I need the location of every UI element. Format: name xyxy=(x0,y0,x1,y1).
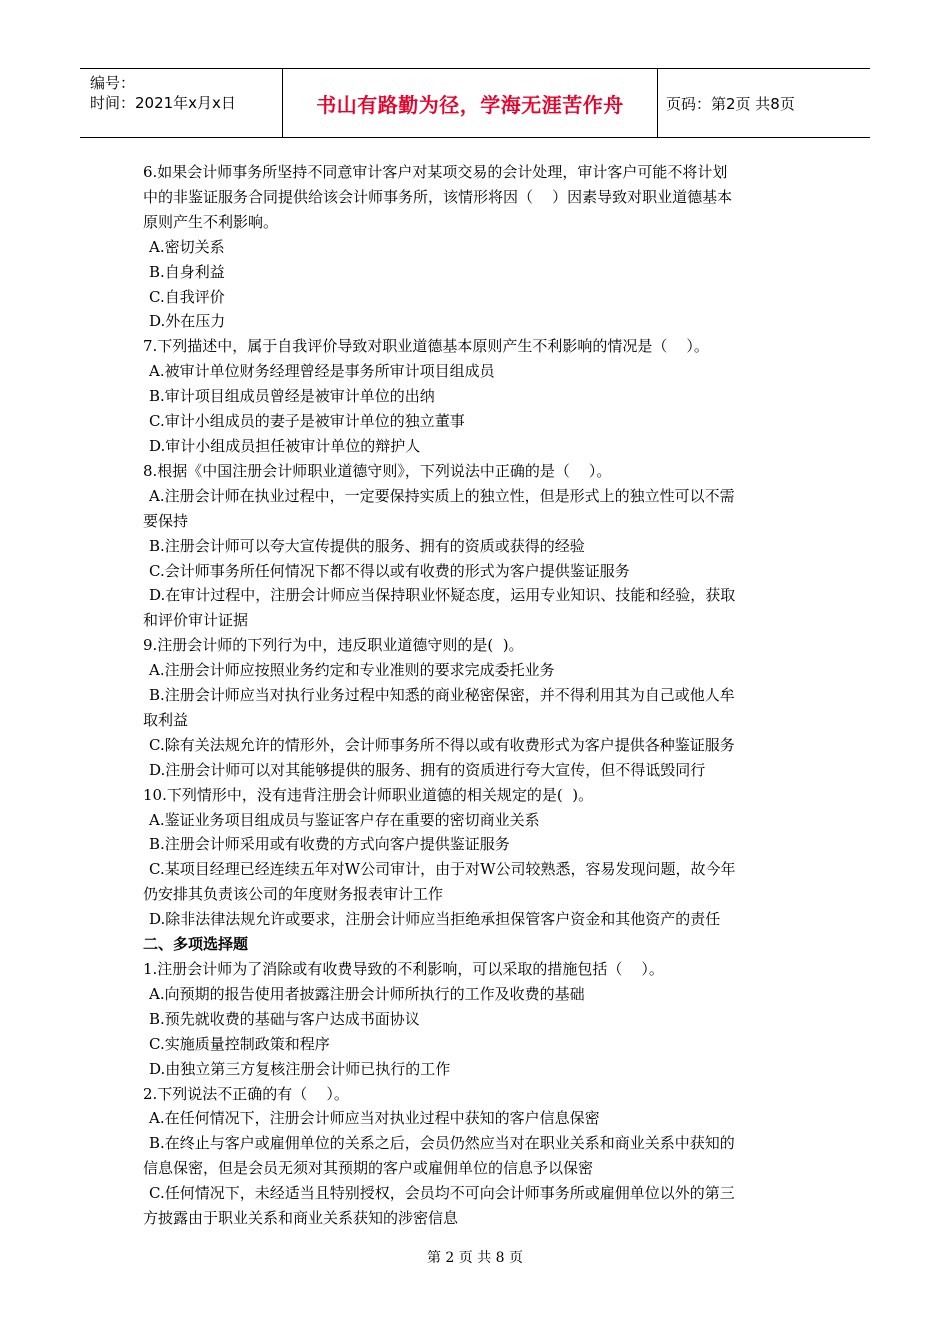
option-line: A.鉴证业务项目组成员与鉴证客户存在重要的密切商业关系 xyxy=(149,810,540,829)
option-line: C.任何情况下，未经适当且特别授权，会员均不可向会计师事务所或雇佣单位以外的第三 xyxy=(149,1184,735,1203)
option-line: B.注册会计师应当对执行业务过程中知悉的商业秘密保密，并不得利用其为自己或他人牟 xyxy=(149,686,735,705)
question-line: 6.如果会计师事务所坚持不同意审计客户对某项交易的会计处理，审计客户可能不将计划 xyxy=(143,163,728,181)
question-line: 原则产生不利影响。 xyxy=(143,212,279,231)
question-line: 中的非鉴证服务合同提供给该会计师事务所，该情形将因（ ）因素导致对职业道德基本 xyxy=(143,187,733,206)
option-line: A.被审计单位财务经理曾经是事务所审计项目组成员 xyxy=(149,362,495,381)
option-line: D.外在压力 xyxy=(149,312,226,331)
option-line: C.自我评价 xyxy=(149,287,225,306)
option-line: D.除非法律法规允许或要求，注册会计师应当拒绝承担保管客户资金和其他资产的责任 xyxy=(149,910,721,929)
option-line: D.注册会计师可以对其能够提供的服务、拥有的资质进行夸大宣传，但不得诋毁同行 xyxy=(149,760,706,779)
option-line: C.会计师事务所任何情况下都不得以或有收费的形式为客户提供鉴证服务 xyxy=(149,561,630,580)
question-line: 2.下列说法不正确的有（ ）。 xyxy=(143,1084,349,1103)
document-body xyxy=(143,160,815,1231)
option-line: A.向预期的报告使用者披露注册会计师所执行的工作及收费的基础 xyxy=(149,984,585,1003)
page-header xyxy=(80,68,870,138)
document-number-label: 编号： xyxy=(90,74,136,92)
question-line: 1.注册会计师为了消除或有收费导致的不利影响，可以采取的措施包括（ ）。 xyxy=(143,960,664,978)
page-footer: 第 2 页 共 8 页 xyxy=(426,1250,524,1266)
question-line: 要保持 xyxy=(143,511,189,530)
question-line: 和评价审计证据 xyxy=(143,611,249,630)
question-line: 10.下列情形中，没有违背注册会计师职业道德的相关规定的是( )。 xyxy=(143,785,594,804)
section-heading: 二、多项选择题 xyxy=(143,935,249,954)
option-line: C.除有关法规允许的情形外，会计师事务所不得以或有收费形式为客户提供各种鉴证服务 xyxy=(149,735,735,754)
option-line: B.自身利益 xyxy=(149,262,225,281)
option-line: C.某项目经理已经连续五年对W公司审计，由于对W公司较熟悉，容易发现问题，故今年 xyxy=(149,860,736,879)
option-line: A.注册会计师应按照业务约定和专业准则的要求完成委托业务 xyxy=(149,661,555,680)
option-line: B.注册会计师采用或有收费的方式向客户提供鉴证服务 xyxy=(149,835,510,854)
option-line: B.在终止与客户或雇佣单位的关系之后，会员仍然应当对在职业关系和商业关系中获知的 xyxy=(149,1134,735,1153)
option-line: A.注册会计师在执业过程中，一定要保持实质上的独立性，但是形式上的独立性可以不需 xyxy=(149,486,735,505)
option-line: B.预先就收费的基础与客户达成书面协议 xyxy=(149,1009,420,1028)
option-line: A.在任何情况下，注册会计师应当对执业过程中获知的客户信息保密 xyxy=(149,1109,600,1128)
question-line: 信息保密，但是会员无须对其预期的客户或雇佣单位的信息予以保密 xyxy=(143,1159,594,1178)
question-line: 方披露由于职业关系和商业关系获知的涉密信息 xyxy=(143,1209,459,1228)
question-line: 9.注册会计师的下列行为中，违反职业道德守则的是( )。 xyxy=(143,636,524,655)
option-line: C.实施质量控制政策和程序 xyxy=(149,1034,330,1053)
option-line: D.在审计过程中，注册会计师应当保持职业怀疑态度，运用专业知识、技能和经验，获取 xyxy=(149,586,736,605)
option-line: B.审计项目组成员曾经是被审计单位的出纳 xyxy=(149,387,435,406)
option-line: C.审计小组成员的妻子是被审计单位的独立董事 xyxy=(149,412,465,431)
question-line: 8.根据《中国注册会计师职业道德守则》，下列说法中正确的是（ ）。 xyxy=(143,461,612,480)
option-line: A.密切关系 xyxy=(149,237,225,256)
option-line: D.由独立第三方复核注册会计师已执行的工作 xyxy=(149,1059,451,1078)
question-line: 7.下列描述中，属于自我评价导致对职业道德基本原则产生不利影响的情况是（ ）。 xyxy=(143,337,709,356)
header-motto: 书山有路勤为径，学海无涯苦作舟 xyxy=(283,69,658,137)
header-meta xyxy=(80,69,283,137)
option-line: B.注册会计师可以夸大宣传提供的服务、拥有的资质或获得的经验 xyxy=(149,536,585,555)
option-line: D.审计小组成员担任被审计单位的辩护人 xyxy=(149,436,421,455)
question-line: 取利益 xyxy=(143,710,189,729)
document-time-label: 时间：2021年x月x日 xyxy=(90,94,236,112)
header-page-code: 页码：第2页 共8页 xyxy=(666,94,795,113)
question-line: 仍安排其负责该公司的年度财务报表审计工作 xyxy=(143,885,444,904)
